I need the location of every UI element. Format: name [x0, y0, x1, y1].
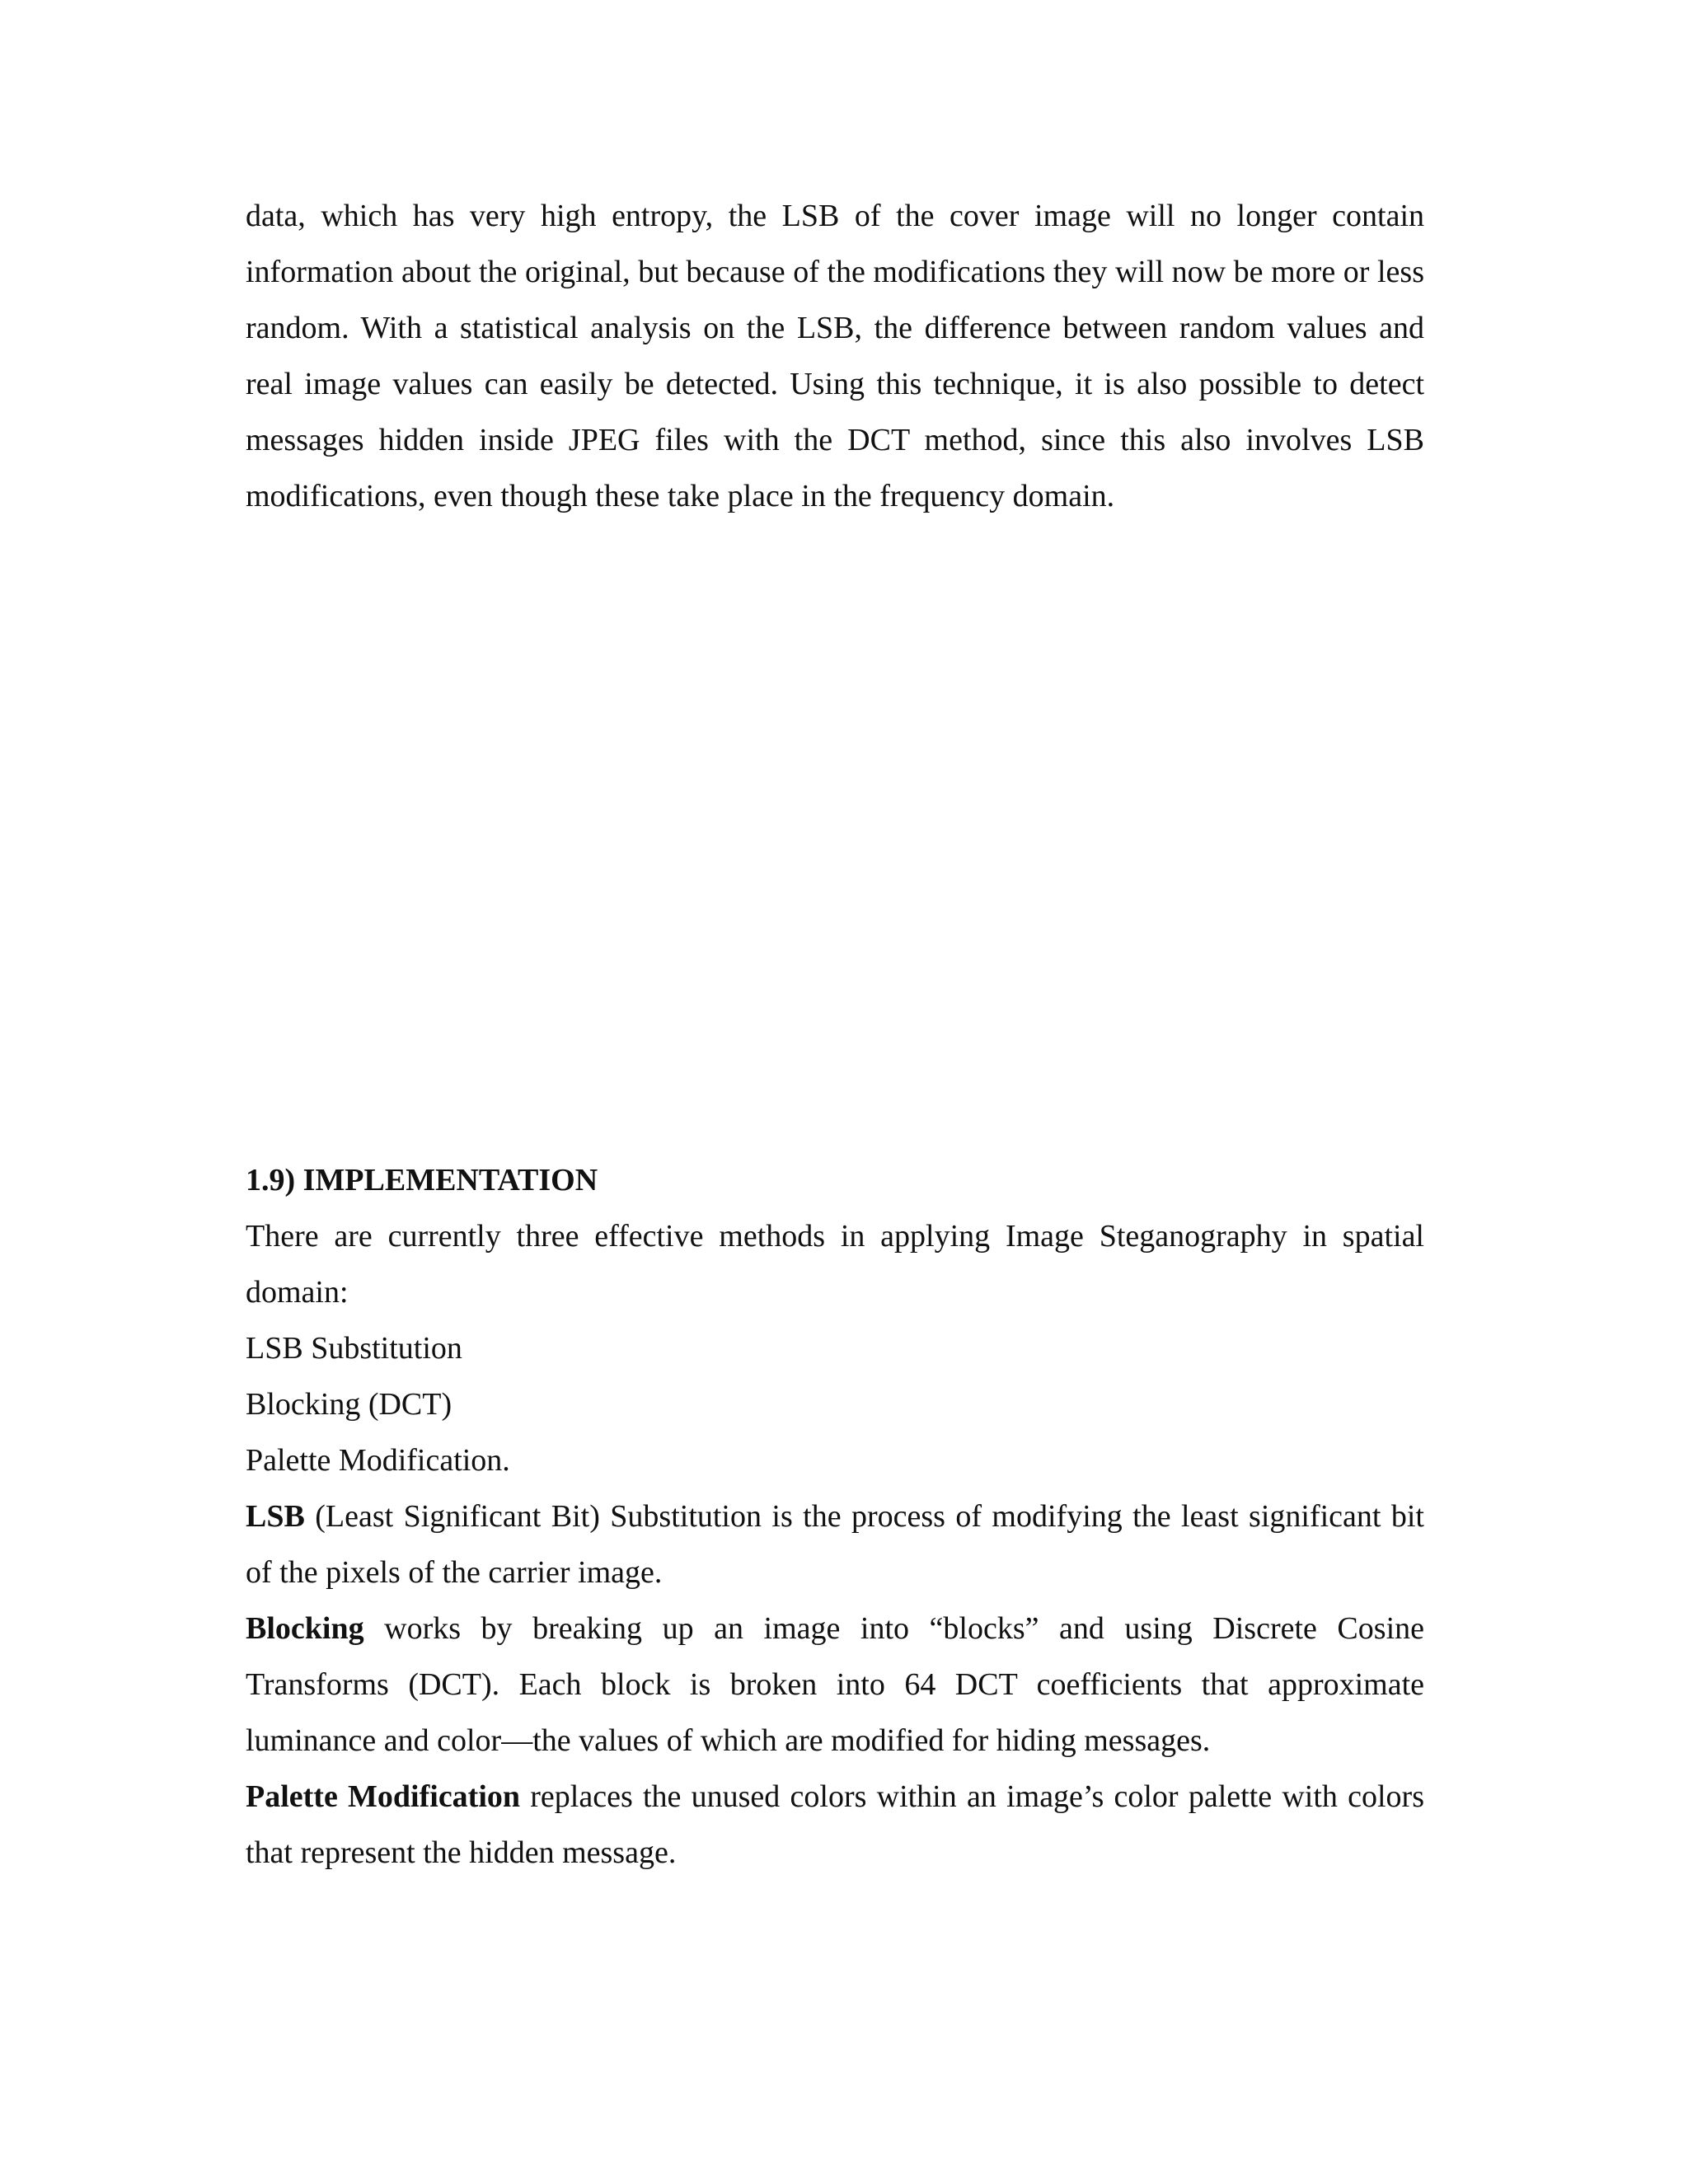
- definition-term-palette-modification: Palette Modification: [246, 1779, 521, 1814]
- definition-text-blocking: works by breaking up an image into “blocks” and using Discrete Cosine Transforms (DCT). Each block is broken into 64 DCT coefficients that approximate luminance and color—the values of which are modified for hiding messages.: [246, 1611, 1424, 1758]
- definition-lsb: [246, 1488, 1424, 1601]
- definition-text-palette-modification: replaces the unused colors within an image’s color palette with colors that represent the hidden message.: [246, 1779, 1424, 1870]
- method-item-lsb-substitution: LSB Substitution: [246, 1331, 462, 1366]
- definition-text-lsb: (Least Significant Bit) Substitution is the process of modifying the least significant bit of the pixels of the carrier image.: [246, 1499, 1424, 1590]
- section-implementation: [246, 1152, 1424, 1881]
- definition-term-blocking: Blocking: [246, 1611, 364, 1646]
- definition-term-lsb: LSB: [246, 1499, 305, 1534]
- section-intro-paragraph: There are currently three effective methods in applying Image Steganography in spatial domain:: [246, 1219, 1424, 1310]
- definition-blocking: [246, 1601, 1424, 1769]
- method-item-blocking: Blocking (DCT): [246, 1387, 452, 1422]
- method-item-palette-modification: Palette Modification.: [246, 1443, 510, 1478]
- section-heading: 1.9) IMPLEMENTATION: [246, 1163, 598, 1197]
- body-paragraph-lsb-analysis: data, which has very high entropy, the LSB of the cover image will no longer contain information about the original, but because of the modifications they will now be more or less random. With a statistical analysis on the LSB, the difference between random values and real image values can easily be detected. Using this technique, it is also possible to detect messages hidden inside JPEG files with the DCT method, since this also involves LSB modifications, even though these take place in the frequency domain.: [246, 199, 1424, 513]
- definition-palette-modification: [246, 1769, 1424, 1881]
